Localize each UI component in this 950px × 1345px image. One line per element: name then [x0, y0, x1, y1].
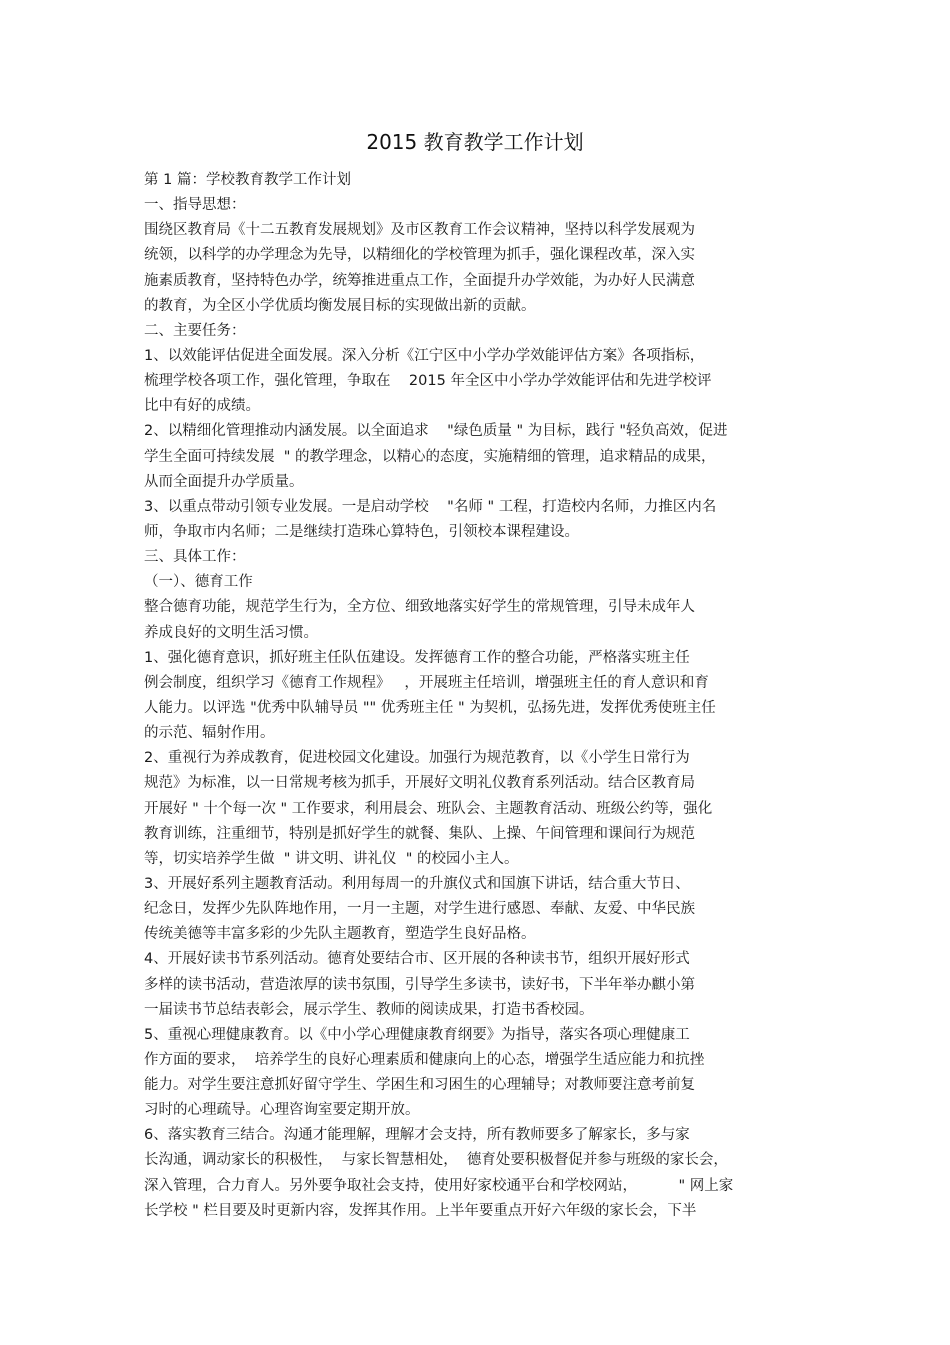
text-line: 纪念日，发挥少先队阵地作用，一月一主题，对学生进行感恩、奉献、友爱、中华民族 — [144, 901, 695, 918]
text-line: 人能力。以评选 "优秀中队辅导员 "" 优秀班主任 " 为契机，弘扬先进，发挥优秀使班主任 — [144, 699, 716, 716]
document-body — [144, 168, 844, 1224]
text-line: 比中有好的成绩。 — [144, 398, 260, 415]
text-line: 5、重视心理健康教育。以《中小学心理健康教育纲要》为指导，落实各项心理健康工 — [144, 1026, 690, 1043]
text-line: 第 1 篇：学校教育教学工作计划 — [144, 172, 351, 188]
text-line: 1、强化德育意识，抓好班主任队伍建设。发挥德育工作的整合功能，严格落实班主任 — [144, 649, 690, 666]
text-line: 的教育，为全区小学优质均衡发展目标的实现做出新的贡献。 — [144, 297, 536, 314]
text-line: 长沟通，调动家长的积极性， 与家长智慧相处， 德育处要积极督促并参与班级的家长会， — [144, 1152, 728, 1169]
text-line: 长学校 " 栏目要及时更新内容，发挥其作用。上半年要重点开好六年级的家长会，下半 — [144, 1202, 697, 1219]
text-line: 规范》为标准，以一日常规考核为抓手，开展好文明礼仪教育系列活动。结合区教育局 — [144, 775, 695, 792]
text-line: 2、以精细化管理推动内涵发展。以全面追求 "绿色质量 " 为目标，践行 "轻负高效，促进 — [144, 423, 728, 440]
text-line: 能力。对学生要注意抓好留守学生、学困生和习困生的心理辅导；对教师要注意考前复 — [144, 1077, 695, 1094]
text-line: 三、具体工作： — [144, 549, 246, 566]
text-line: 开展好 " 十个每一次 " 工作要求，利用晨会、班队会、主题教育活动、班级公约等，强化 — [144, 800, 713, 817]
text-line: 作方面的要求， 培养学生的良好心理素质和健康向上的心态，增强学生适应能力和抗挫 — [144, 1051, 705, 1068]
text-line: 学生全面可持续发展 " 的教学理念，以精心的态度，实施精细的管理，追求精品的成果， — [144, 448, 716, 465]
text-line: 4、开展好读书节系列活动。德育处要结合市、区开展的各种读书节，组织开展好形式 — [144, 951, 690, 968]
text-line: 6、落实教育三结合。沟通才能理解，理解才会支持，所有教师要多了解家长，多与家 — [144, 1127, 690, 1144]
text-line: 统领，以科学的办学理念为先导，以精细化的学校管理为抓手，强化课程改革，深入实 — [144, 247, 695, 264]
document-title: 2015 教育教学工作计划 — [366, 130, 584, 154]
text-line: 深入管理，合力育人。另外要争取社会支持，使用好家校通平台和学校网站， " 网上家 — [144, 1177, 734, 1194]
text-line: 整合德育功能，规范学生行为，全方位、细致地落实好学生的常规管理，引导未成年人 — [144, 599, 695, 616]
text-line: 多样的读书活动，营造浓厚的读书氛围，引导学生多读书，读好书，下半年举办麒小第 — [144, 976, 695, 993]
text-line: 3、开展好系列主题教育活动。利用每周一的升旗仪式和国旗下讲话，结合重大节日、 — [144, 875, 690, 892]
text-line: 1、以效能评估促进全面发展。深入分析《江宁区中小学办学效能评估方案》各项指标， — [144, 347, 705, 364]
text-line: 教育训练，注重细节，特别是抓好学生的就餐、集队、上操、午间管理和课间行为规范 — [144, 825, 695, 842]
text-line: 等，切实培养学生做 " 讲文明、讲礼仪 " 的校园小主人。 — [144, 850, 519, 867]
text-line: 例会制度，组织学习《德育工作规程》 ，开展班主任培训，增强班主任的育人意识和育 — [144, 674, 709, 691]
text-line: （一）、德育工作 — [144, 574, 253, 591]
text-line: 3、以重点带动引领专业发展。一是启动学校 "名师 " 工程，打造校内名师，力推区内名 — [144, 498, 717, 515]
text-line: 养成良好的文明生活习惯。 — [144, 624, 318, 641]
text-line: 师，争取市内名师；二是继续打造珠心算特色，引领校本课程建设。 — [144, 523, 579, 540]
text-line: 习时的心理疏导。心理咨询室要定期开放。 — [144, 1102, 420, 1119]
text-line: 一、指导思想： — [144, 197, 246, 214]
text-line: 的示范、辐射作用。 — [144, 725, 275, 742]
text-line: 梳理学校各项工作，强化管理，争取在 2015 年全区中小学办学效能评估和先进学校评 — [144, 373, 712, 390]
text-line: 围绕区教育局《十二五教育发展规划》及市区教育工作会议精神，坚持以科学发展观为 — [144, 222, 695, 239]
text-line: 施素质教育，坚持特色办学，统筹推进重点工作，全面提升办学效能，为办好人民满意 — [144, 272, 695, 289]
text-line: 2、重视行为养成教育，促进校园文化建设。加强行为规范教育，以《小学生日常行为 — [144, 750, 690, 767]
text-line: 二、主要任务： — [144, 322, 246, 339]
text-line: 传统美德等丰富多彩的少先队主题教育，塑造学生良好品格。 — [144, 926, 536, 943]
text-line: 一届读书节总结表彰会，展示学生、教师的阅读成果，打造书香校园。 — [144, 1001, 594, 1018]
text-line: 从而全面提升办学质量。 — [144, 473, 304, 490]
